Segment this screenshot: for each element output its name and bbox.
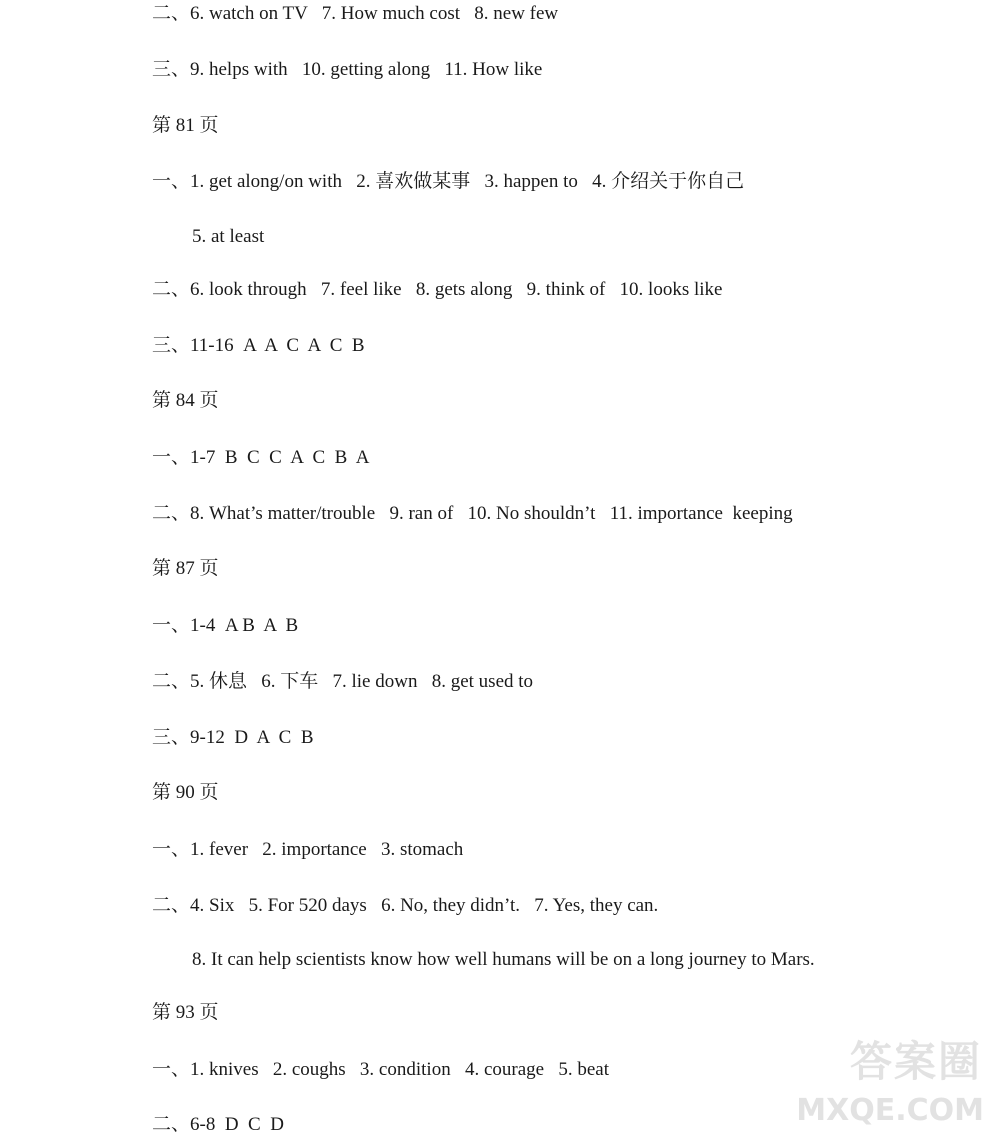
answer-line-9: 一、1-7 B C C A C B A [152, 447, 370, 468]
answer-line-6: 二、6. look through 7. feel like 8. gets along 9. think of 10. looks like [152, 279, 723, 300]
watermark-cn-text: 答案圈 [849, 1037, 982, 1086]
page-heading-93: 第 93 页 [152, 1002, 219, 1023]
answer-line-20: 一、1. knives 2. coughs 3. condition 4. courage 5. beat [152, 1059, 609, 1080]
page-heading-90: 第 90 页 [152, 782, 219, 803]
answer-line-18: 8. It can help scientists know how well humans will be on a long journey to Mars. [192, 949, 815, 970]
page-heading-84: 第 84 页 [152, 390, 219, 411]
page-heading-87: 第 87 页 [152, 558, 219, 579]
answer-line-14: 三、9-12 D A C B [152, 727, 314, 748]
answer-line-21: 二、6-8 D C D [152, 1114, 284, 1135]
answer-line-1: 二、6. watch on TV 7. How much cost 8. new few [152, 3, 559, 24]
answer-line-10: 二、8. What’s matter/trouble 9. ran of 10. No shouldn’t 11. importance keeping [152, 503, 793, 524]
watermark-url-text: MXQE.COM [796, 1093, 984, 1128]
answer-line-17: 二、4. Six 5. For 520 days 6. No, they didn’t. 7. Yes, they can. [152, 895, 659, 916]
answer-line-4: 一、1. get along/on with 2. 喜欢做某事 3. happen to 4. 介绍关于你自己 [152, 171, 745, 192]
page-heading-81: 第 81 页 [152, 115, 219, 136]
answer-line-16: 一、1. fever 2. importance 3. stomach [152, 839, 464, 860]
answer-line-13: 二、5. 休息 6. 下车 7. lie down 8. get used to [152, 671, 534, 692]
answer-line-12: 一、1-4 A B A B [152, 615, 299, 636]
watermark-logo [788, 1037, 988, 1129]
answer-line-2: 三、9. helps with 10. getting along 11. How like [152, 59, 543, 80]
answer-line-5: 5. at least [192, 226, 265, 247]
answer-line-7: 三、11-16 A A C A C B [152, 335, 365, 356]
